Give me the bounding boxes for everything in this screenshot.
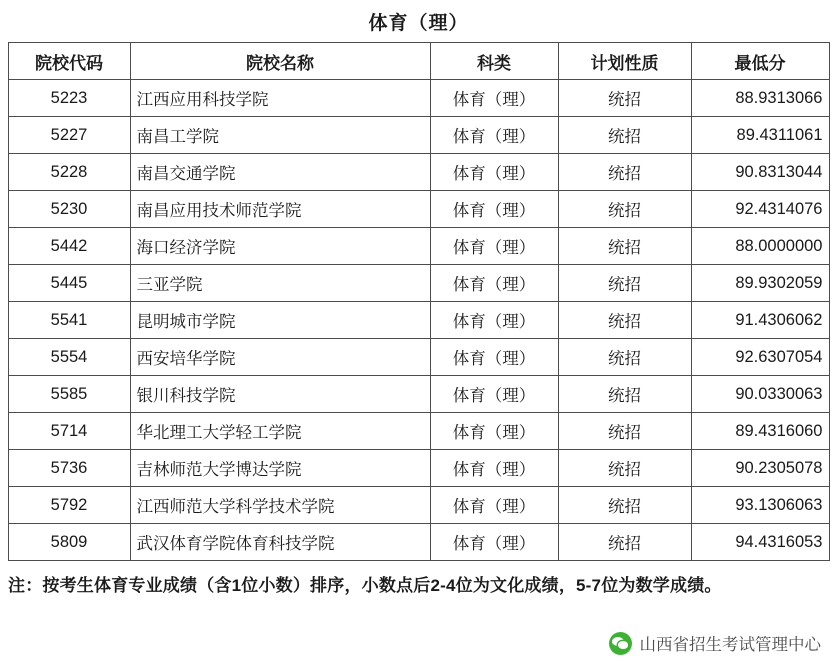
- column-header-plan-type: 计划性质: [558, 43, 691, 80]
- wechat-icon: [609, 632, 632, 655]
- table-row: [8, 154, 829, 191]
- cell-category: 体育（理）: [430, 376, 558, 413]
- cell-category: 体育（理）: [430, 302, 558, 339]
- table-row: [8, 450, 829, 487]
- cell-school-code: 5227: [8, 117, 130, 154]
- table-row: [8, 117, 829, 154]
- cell-min-score: 90.0330063: [691, 376, 829, 413]
- cell-plan-type: 统招: [558, 228, 691, 265]
- cell-school-code: 5442: [8, 228, 130, 265]
- page-title: 体育（理）: [368, 13, 469, 34]
- cell-category: 体育（理）: [430, 450, 558, 487]
- cell-category: 体育（理）: [430, 524, 558, 561]
- column-header-school-name: 院校名称: [130, 43, 430, 80]
- cell-min-score: 92.4314076: [691, 191, 829, 228]
- cell-plan-type: 统招: [558, 450, 691, 487]
- cell-min-score: 91.4306062: [691, 302, 829, 339]
- cell-school-code: 5809: [8, 524, 130, 561]
- table-header-row: [8, 43, 829, 80]
- cell-category: 体育（理）: [430, 339, 558, 376]
- cell-plan-type: 统招: [558, 524, 691, 561]
- cell-school-name: 昆明城市学院: [130, 302, 430, 339]
- cell-category: 体育（理）: [430, 154, 558, 191]
- cell-school-name: 江西应用科技学院: [130, 80, 430, 117]
- cell-school-name: 南昌交通学院: [130, 154, 430, 191]
- cell-school-code: 5541: [8, 302, 130, 339]
- cell-min-score: 88.0000000: [691, 228, 829, 265]
- table-row: [8, 302, 829, 339]
- cell-school-name: 南昌工学院: [130, 117, 430, 154]
- cell-min-score: 93.1306063: [691, 487, 829, 524]
- column-header-school-code: 院校代码: [8, 43, 130, 80]
- table-row: [8, 376, 829, 413]
- cell-min-score: 92.6307054: [691, 339, 829, 376]
- cell-category: 体育（理）: [430, 413, 558, 450]
- table-row: [8, 191, 829, 228]
- cell-min-score: 88.9313066: [691, 80, 829, 117]
- source-attribution: [609, 631, 822, 655]
- cell-min-score: 90.2305078: [691, 450, 829, 487]
- cell-school-name: 西安培华学院: [130, 339, 430, 376]
- cell-min-score: 94.4316053: [691, 524, 829, 561]
- cell-school-code: 5228: [8, 154, 130, 191]
- cell-school-code: 5585: [8, 376, 130, 413]
- cell-school-name: 三亚学院: [130, 265, 430, 302]
- cell-category: 体育（理）: [430, 80, 558, 117]
- cell-school-name: 海口经济学院: [130, 228, 430, 265]
- cell-min-score: 89.4311061: [691, 117, 829, 154]
- cell-school-name: 江西师范大学科学技术学院: [130, 487, 430, 524]
- cell-school-code: 5223: [8, 80, 130, 117]
- cell-plan-type: 统招: [558, 339, 691, 376]
- source-label: 山西省招生考试管理中心: [639, 636, 821, 654]
- column-header-min-score: 最低分: [691, 43, 829, 80]
- table-row: [8, 80, 829, 117]
- table-footnote: 注：按考生体育专业成绩（含1位小数）排序，小数点后2-4位为文化成绩，5-7位为数学成绩。: [8, 576, 722, 595]
- cell-school-name: 华北理工大学轻工学院: [130, 413, 430, 450]
- cell-category: 体育（理）: [430, 117, 558, 154]
- cell-school-name: 吉林师范大学博达学院: [130, 450, 430, 487]
- cell-plan-type: 统招: [558, 80, 691, 117]
- cell-min-score: 89.4316060: [691, 413, 829, 450]
- cell-category: 体育（理）: [430, 487, 558, 524]
- cell-school-name: 武汉体育学院体育科技学院: [130, 524, 430, 561]
- cell-plan-type: 统招: [558, 191, 691, 228]
- cell-plan-type: 统招: [558, 154, 691, 191]
- cell-category: 体育（理）: [430, 191, 558, 228]
- cell-plan-type: 统招: [558, 413, 691, 450]
- cell-plan-type: 统招: [558, 487, 691, 524]
- cell-school-code: 5736: [8, 450, 130, 487]
- cell-school-code: 5792: [8, 487, 130, 524]
- table-row: [8, 228, 829, 265]
- cell-category: 体育（理）: [430, 228, 558, 265]
- table-row: [8, 413, 829, 450]
- column-header-category: 科类: [430, 43, 558, 80]
- cell-school-code: 5230: [8, 191, 130, 228]
- table-row: [8, 524, 829, 561]
- cell-plan-type: 统招: [558, 117, 691, 154]
- cell-school-name: 银川科技学院: [130, 376, 430, 413]
- admission-score-table: [8, 42, 830, 561]
- cell-school-name: 南昌应用技术师范学院: [130, 191, 430, 228]
- cell-category: 体育（理）: [430, 265, 558, 302]
- table-row: [8, 265, 829, 302]
- cell-school-code: 5714: [8, 413, 130, 450]
- cell-plan-type: 统招: [558, 302, 691, 339]
- cell-plan-type: 统招: [558, 265, 691, 302]
- cell-plan-type: 统招: [558, 376, 691, 413]
- table-row: [8, 487, 829, 524]
- table-row: [8, 339, 829, 376]
- cell-school-code: 5554: [8, 339, 130, 376]
- cell-min-score: 90.8313044: [691, 154, 829, 191]
- cell-min-score: 89.9302059: [691, 265, 829, 302]
- cell-school-code: 5445: [8, 265, 130, 302]
